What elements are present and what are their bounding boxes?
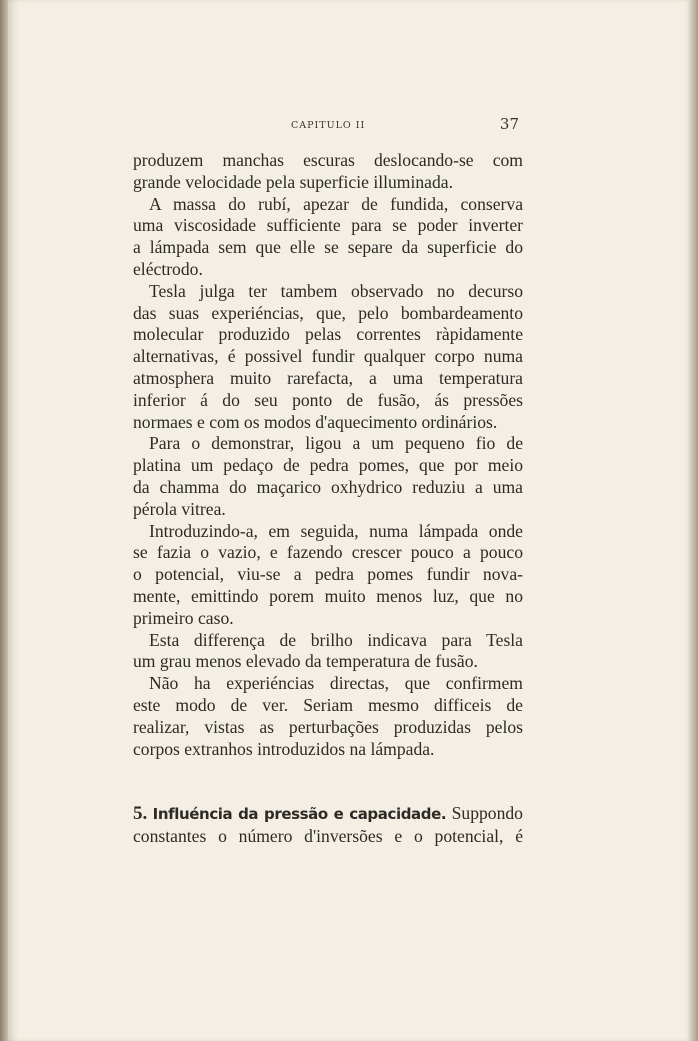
- text-line: realizar, vistas as perturbações produzidas pelos: [133, 716, 523, 737]
- text-line: Esta differença de brilho indicava para Tesla: [149, 629, 523, 650]
- section-title: Influéncia da pressão e capacidade.: [152, 805, 447, 824]
- text-line: normaes e com os modos d'aquecimento ordinários.: [133, 411, 498, 432]
- text-line: o potencial, viu-se a pedra pomes fundir nova-: [133, 564, 523, 585]
- text-line: corpos extranhos introduzidos na lámpada.: [133, 738, 435, 759]
- text-line: constantes o número d'inversões e o potencial, é: [133, 826, 523, 847]
- text-line: Não ha experiéncias directas, que confirmem: [149, 673, 523, 694]
- text-line: se fazia o vazio, e fazendo crescer pouco a pouco: [133, 542, 523, 563]
- text-line: Introduzindo-a, em seguida, numa lámpada onde: [149, 520, 523, 541]
- section-number: 5.: [133, 803, 148, 825]
- text-line: este modo de ver. Seriam mesmo difficeis de: [133, 694, 523, 715]
- text-line: alternativas, é possivel fundir qualquer corpo numa: [133, 346, 523, 367]
- text-line: primeiro caso.: [133, 607, 234, 628]
- running-head: CAPITULO II: [291, 120, 366, 131]
- section-heading-line: [133, 803, 523, 826]
- text-line: produzem manchas escuras deslocando-se com: [133, 150, 523, 170]
- text-line: platina um pedaço de pedra pomes, que por meio: [133, 455, 523, 476]
- body-text: [133, 150, 523, 848]
- text-line: molecular produzido pelas correntes ràpidamente: [133, 324, 523, 345]
- text-line: Tesla julga ter tambem observado no decurso: [149, 280, 523, 301]
- section-gap: [133, 760, 523, 803]
- page-right-edge: [690, 0, 698, 1041]
- section-line-rest: Suppondo: [451, 803, 523, 824]
- text-line: da chamma do maçarico oxhydrico reduziu a uma: [133, 476, 523, 497]
- text-line: um grau menos elevado da temperatura de fusão.: [133, 651, 478, 672]
- text-line: uma viscosidade sufficiente para se poder inverter: [133, 215, 523, 236]
- page-number: 37: [499, 115, 519, 133]
- text-line: das suas experiéncias, que, pelo bombardeamento: [133, 302, 523, 323]
- text-line: Para o demonstrar, ligou a um pequeno fio de: [149, 433, 523, 454]
- text-line: atmosphera muito rarefacta, a uma temperatura: [133, 367, 523, 388]
- text-line: grande velocidade pela superficie illuminada.: [133, 171, 453, 192]
- text-line: mente, emittindo porem muito menos luz, que no: [133, 585, 523, 606]
- page-left-edge: [0, 0, 8, 1041]
- text-line: A massa do rubí, apezar de fundida, conserva: [149, 193, 523, 214]
- text-line: eléctrodo.: [133, 258, 203, 279]
- page-header: [133, 116, 523, 136]
- text-line: inferior á do seu ponto de fusão, ás pressões: [133, 389, 523, 410]
- text-line: pérola vitrea.: [133, 498, 226, 519]
- text-line: a lámpada sem que elle se separe da superficie do: [133, 237, 523, 258]
